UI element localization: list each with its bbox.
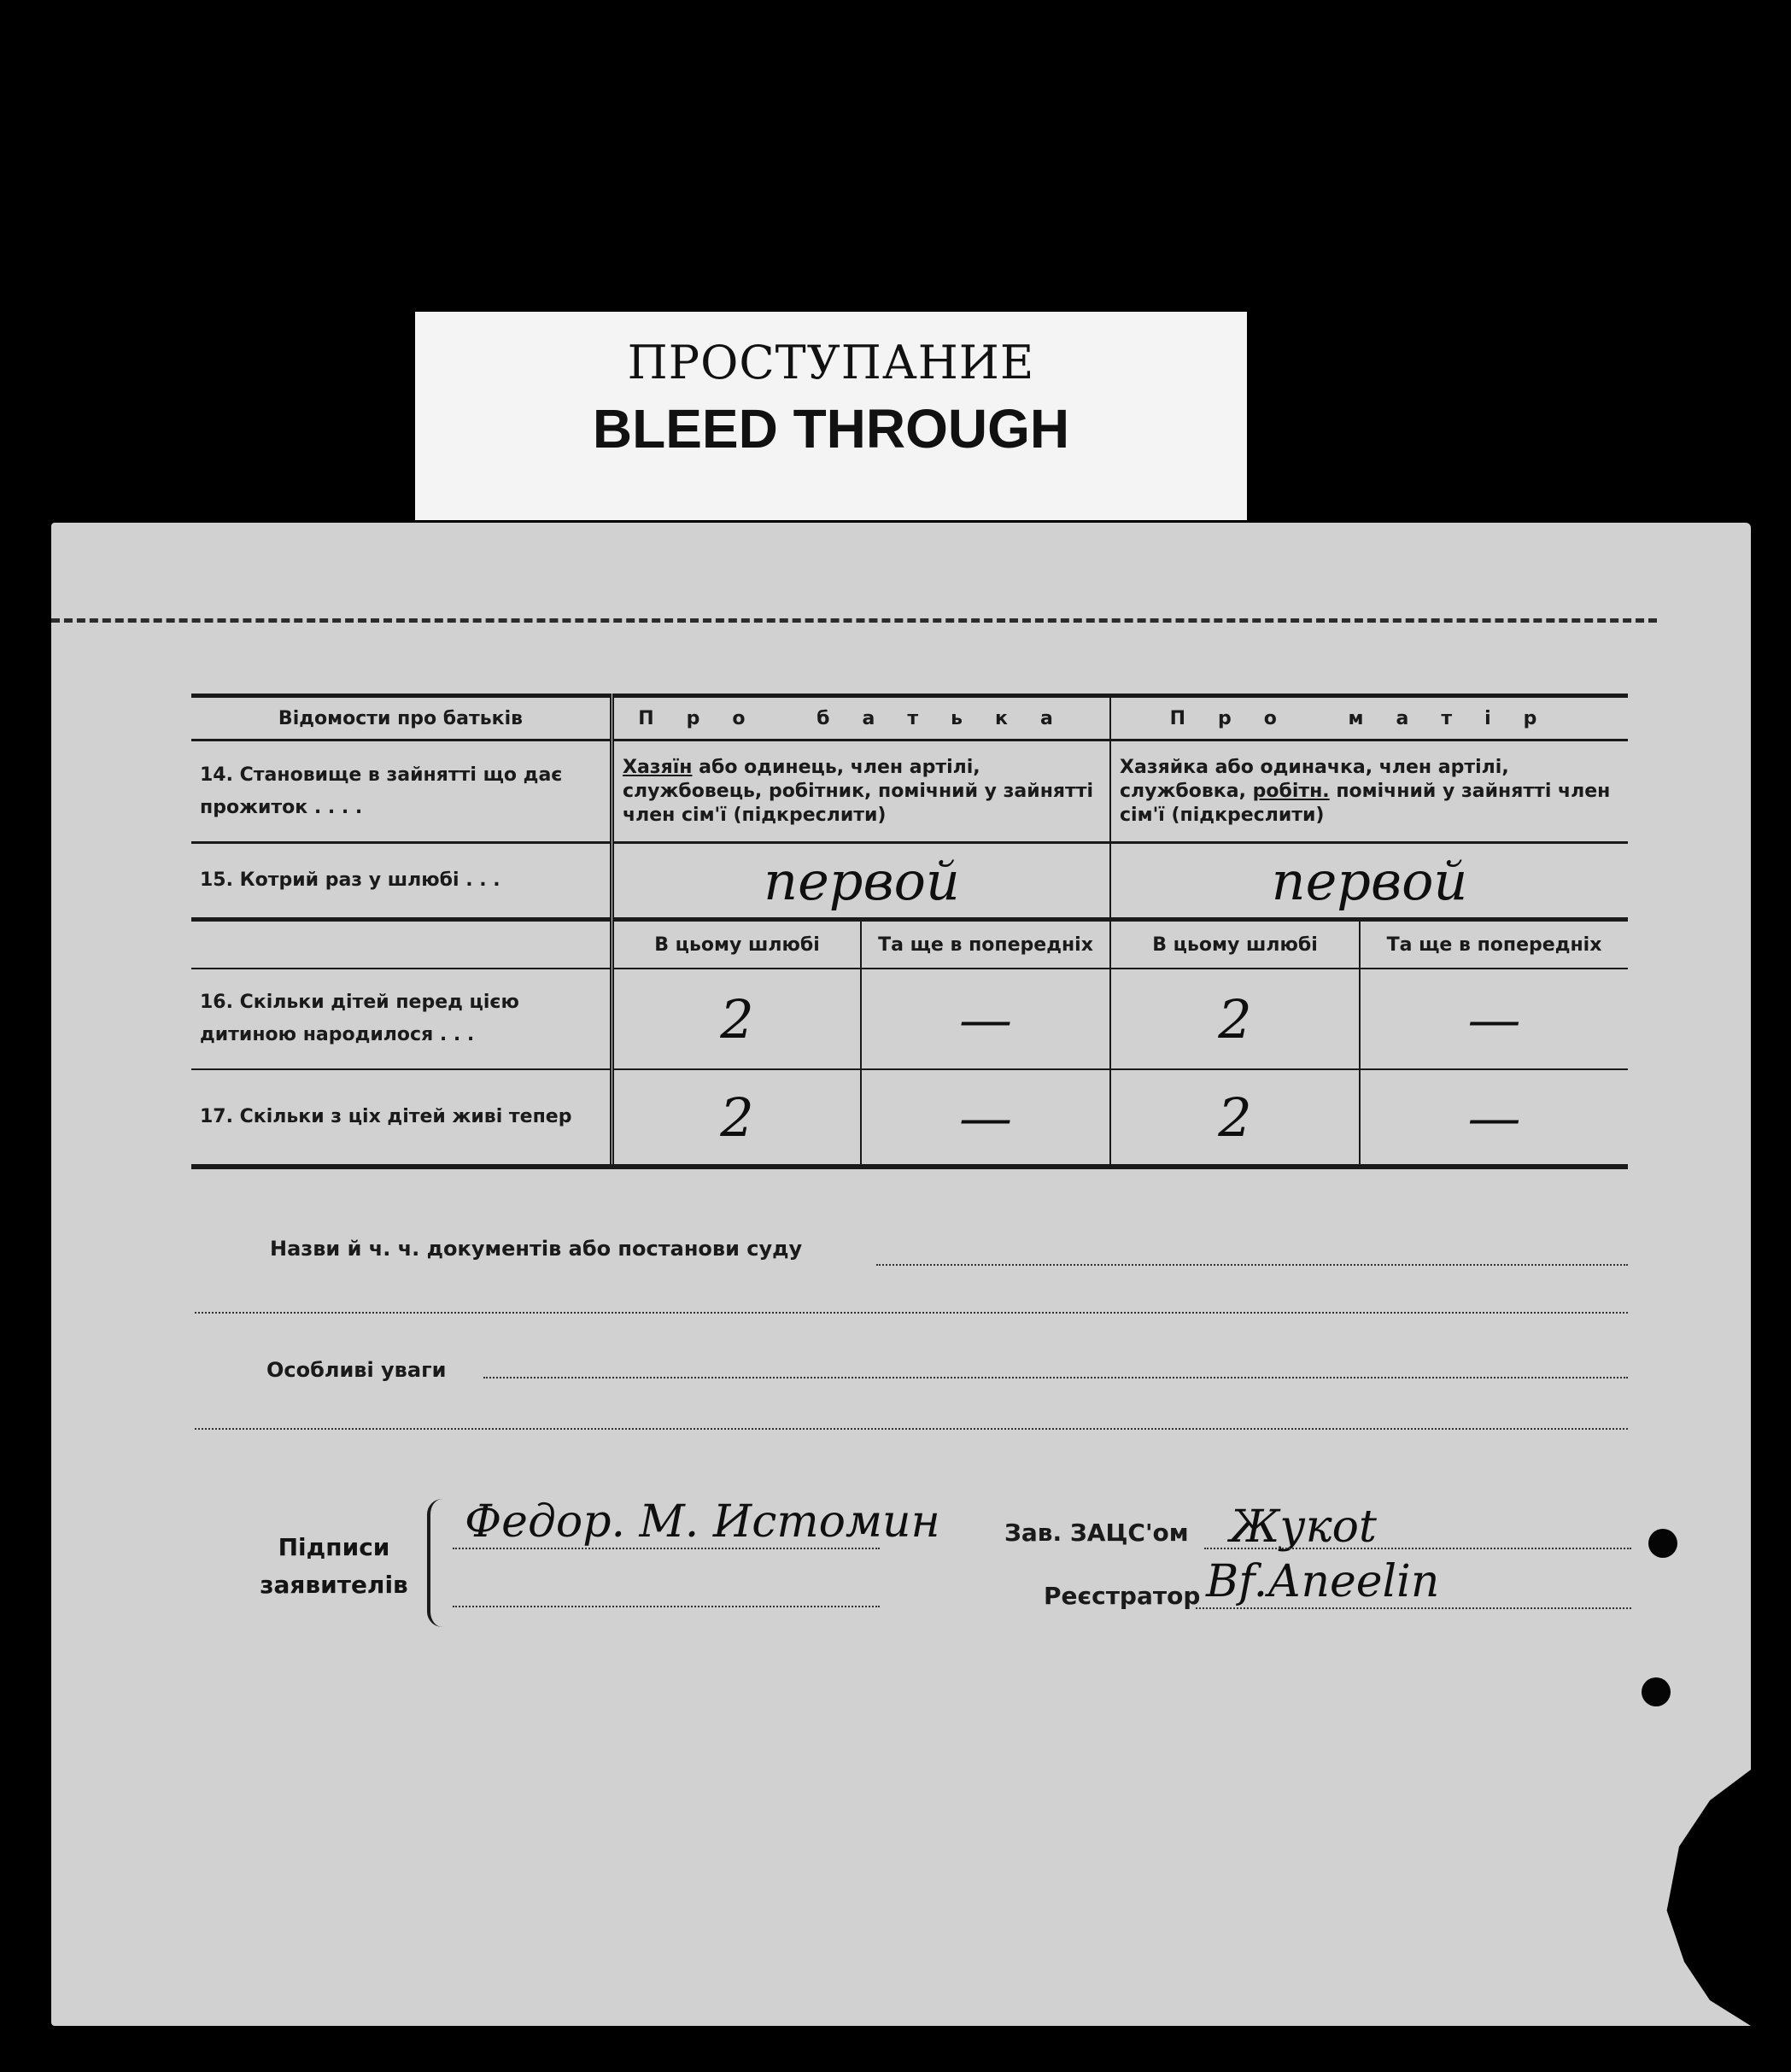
documents-line-1 (876, 1264, 1628, 1266)
q14-label: 14. Становище в зайнятті що дає прожиток . . . . (200, 764, 563, 818)
subheader-blank (191, 920, 612, 969)
q15-label: 15. Котрий раз у шлюбі . . . (200, 869, 500, 891)
subheader-mother-prev: Та ще в попередніх (1360, 920, 1628, 969)
q15-father-value: первой (612, 843, 1111, 920)
q17-mother-prev: — (1360, 1069, 1628, 1167)
documents-label: Назви й ч. ч. документів або постанови суду (270, 1237, 803, 1261)
registrar-line (1196, 1607, 1631, 1609)
q14-mother-options: Хазяйка або одиначка, член артілі, службовка, робітн. помічний у зайнятті член сім'ї (підкреслити) (1110, 740, 1628, 843)
bleed-through-label-card (415, 312, 1247, 520)
q17-father-prev: — (861, 1069, 1110, 1167)
documents-line-2 (195, 1312, 1628, 1314)
header-mother: Про матір (1110, 696, 1628, 740)
applicants-brace (427, 1499, 448, 1627)
head-signature: Жукоt (1230, 1501, 1377, 1553)
perforation-line (51, 618, 1657, 623)
q16-label: 16. Скільки дітей перед цією дитиною народилося . . . (200, 992, 519, 1045)
notes-line-2 (195, 1428, 1628, 1430)
head-line (1204, 1548, 1631, 1549)
subheader-father-prev: Та ще в попередніх (861, 920, 1110, 969)
applicant-signature: Федор. М. Истомин (465, 1496, 940, 1548)
punch-hole-top (1648, 1529, 1677, 1558)
notes-line-1 (483, 1377, 1628, 1378)
q15-mother-value: первой (1110, 843, 1628, 920)
label-english: BLEED THROUGH (592, 398, 1070, 459)
q17-mother-this: 2 (1110, 1069, 1360, 1167)
label-russian: ПРОСТУПАНИЕ (627, 336, 1035, 389)
q17-label: 17. Скільки з ціх дітей живі тепер (200, 1106, 572, 1127)
head-label: Зав. ЗАЦС'ом (1004, 1519, 1189, 1547)
q16-mother-prev: — (1360, 969, 1628, 1069)
q16-father-prev: — (861, 969, 1110, 1069)
applicant-line-2 (453, 1606, 880, 1607)
header-col-info: Відомости про батьків (278, 707, 524, 729)
registrar-label: Реєстратор (1044, 1582, 1201, 1610)
torn-corner (1648, 1770, 1751, 2026)
parents-info-table (191, 694, 1628, 1169)
applicant-line-1 (453, 1548, 880, 1549)
subheader-mother-this: В цьому шлюбі (1110, 920, 1360, 969)
q17-father-this: 2 (612, 1069, 862, 1167)
q16-mother-this: 2 (1110, 969, 1360, 1069)
subheader-father-this: В цьому шлюбі (612, 920, 862, 969)
q14-father-options: Хазяїн або одинець, член артілі, службовець, робітник, помічний у зайнятті член сім'ї (підкреслити) (612, 740, 1111, 843)
q16-father-this: 2 (612, 969, 862, 1069)
punch-hole-bottom (1642, 1677, 1671, 1706)
form-sheet (51, 523, 1751, 2026)
header-father: Про батька (612, 696, 1111, 740)
applicants-label: Підписи заявителів (260, 1533, 408, 1599)
notes-label: Особливі уваги (266, 1358, 447, 1382)
registrar-signature: Вf.Аneеlin (1206, 1556, 1440, 1607)
